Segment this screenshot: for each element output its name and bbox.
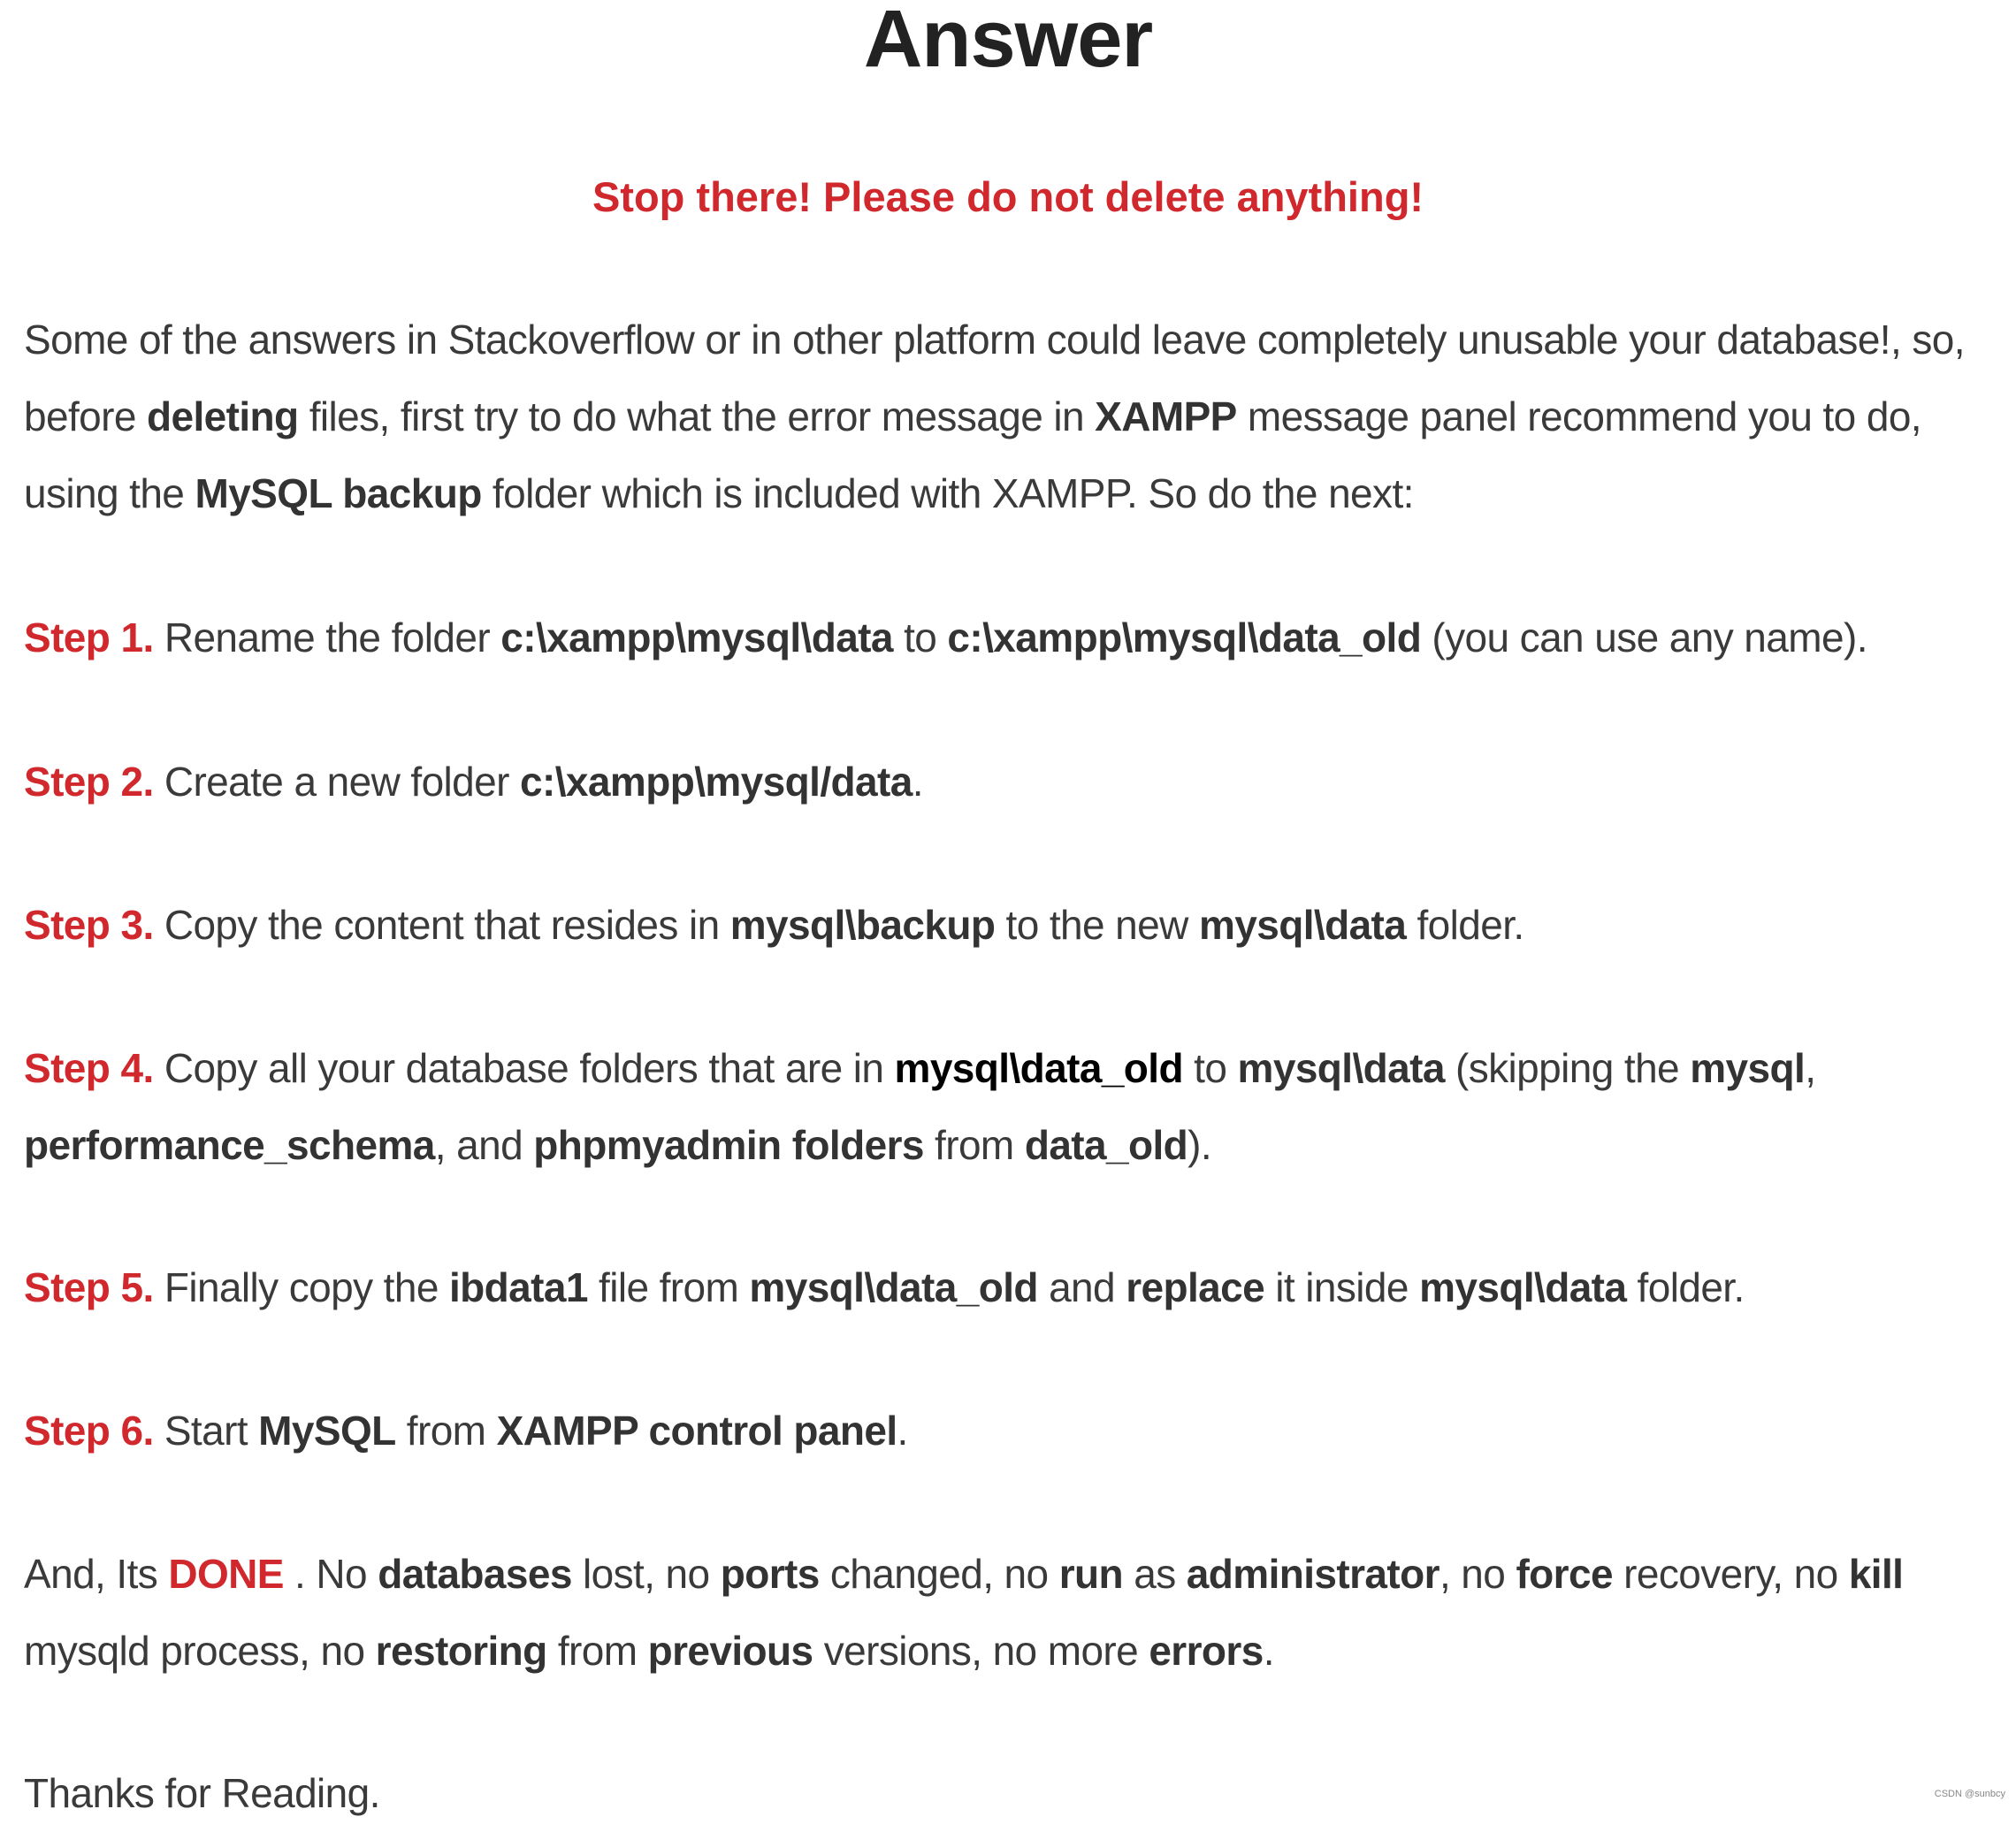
bold-text: previous xyxy=(647,1628,813,1674)
bold-text: ibdata1 xyxy=(449,1264,588,1310)
bold-text: administrator xyxy=(1186,1551,1439,1597)
page-title: Answer xyxy=(863,0,1153,84)
bold-text: MySQL backup xyxy=(195,470,482,516)
text: And, Its xyxy=(24,1551,169,1597)
step-label: Step 1. xyxy=(24,614,154,660)
text: versions, no more xyxy=(813,1628,1149,1674)
path-text: mysql\data xyxy=(1419,1264,1627,1310)
text: folder. xyxy=(1406,902,1524,948)
path-text: c:\xampp\mysql\data xyxy=(500,614,893,660)
text: , xyxy=(1805,1045,1816,1091)
text: Some of the answers in Stackoverflow or in other platform could leave completely unusable your database!, so, before xyxy=(24,317,1965,439)
text: to the new xyxy=(995,902,1199,948)
text: lost, no xyxy=(571,1551,721,1597)
intro-paragraph xyxy=(24,302,2005,532)
text: Start xyxy=(153,1408,259,1454)
text: files, first try to do what the error message in xyxy=(298,393,1096,439)
text: changed, no xyxy=(819,1551,1059,1597)
path-text: mysql\backup xyxy=(729,902,996,948)
text: , and xyxy=(434,1122,534,1168)
done-paragraph xyxy=(24,1536,2005,1690)
bold-text: restoring xyxy=(375,1628,547,1674)
bold-text: kill xyxy=(1848,1551,1904,1597)
text: from xyxy=(923,1122,1025,1168)
text: , no xyxy=(1439,1551,1516,1597)
bold-text: data_old xyxy=(1024,1122,1188,1168)
step-3 xyxy=(24,887,2005,964)
step-label: Step 5. xyxy=(24,1264,154,1310)
step-label: Step 6. xyxy=(24,1408,154,1454)
step-5 xyxy=(24,1249,2005,1326)
text: it inside xyxy=(1264,1264,1420,1310)
path-text: mysql\data_old xyxy=(749,1264,1038,1310)
text: Finally copy the xyxy=(153,1264,449,1310)
bold-text: phpmyadmin folders xyxy=(533,1122,924,1168)
text: mysqld process, no xyxy=(24,1628,376,1674)
path-text: c:\xampp\mysql\data_old xyxy=(947,614,1422,660)
step-label: Step 2. xyxy=(24,759,154,805)
text: folder which is included with XAMPP. So do the next: xyxy=(481,470,1414,516)
bold-text: errors xyxy=(1149,1628,1264,1674)
text: (you can use any name). xyxy=(1421,614,1867,660)
bold-text: deleting xyxy=(147,393,299,439)
text: . No xyxy=(283,1551,378,1597)
path-text: c:\xampp\mysql/data xyxy=(520,759,913,805)
bold-text: XAMPP xyxy=(1095,393,1237,439)
text: from xyxy=(395,1408,497,1454)
text: Copy all your database folders that are in xyxy=(153,1045,895,1091)
step-2 xyxy=(24,744,2005,821)
bold-text: MySQL xyxy=(258,1408,396,1454)
bold-text: replace xyxy=(1126,1264,1265,1310)
bold-text: force xyxy=(1516,1551,1613,1597)
step-1 xyxy=(24,599,2005,676)
bold-text: run xyxy=(1058,1551,1124,1597)
warning-heading: Stop there! Please do not delete anything! xyxy=(592,173,1424,220)
text: (skipping the xyxy=(1444,1045,1691,1091)
bold-text: ports xyxy=(720,1551,820,1597)
step-label: Step 4. xyxy=(24,1045,154,1091)
path-text: mysql\data xyxy=(1237,1045,1445,1091)
step-6 xyxy=(24,1393,2005,1469)
text: to xyxy=(892,614,948,660)
step-4 xyxy=(24,1030,2005,1184)
text: folder. xyxy=(1626,1264,1745,1310)
text: . xyxy=(1263,1628,1274,1674)
bold-text: databases xyxy=(378,1551,572,1597)
text: message panel recommend you to do, using the xyxy=(24,393,1921,516)
text: and xyxy=(1037,1264,1126,1310)
text: Create a new folder xyxy=(153,759,521,805)
bold-text: mysql xyxy=(1690,1045,1806,1091)
text: as xyxy=(1123,1551,1187,1597)
text: Rename the folder xyxy=(153,614,501,660)
bold-text: performance_schema xyxy=(24,1122,435,1168)
watermark: CSDN @sunbcy xyxy=(1934,1789,2005,1799)
closing-text: Thanks for Reading. xyxy=(24,1770,380,1816)
text: . xyxy=(912,759,923,805)
done-highlight: DONE xyxy=(168,1551,284,1597)
text: file from xyxy=(587,1264,750,1310)
step-label: Step 3. xyxy=(24,902,154,948)
path-text: mysql\data_old xyxy=(894,1045,1183,1091)
text: . xyxy=(897,1408,908,1454)
text: ). xyxy=(1187,1122,1212,1168)
text: recovery, no xyxy=(1612,1551,1849,1597)
text: to xyxy=(1183,1045,1238,1091)
text: Copy the content that resides in xyxy=(153,902,730,948)
bold-text: XAMPP control panel xyxy=(496,1408,897,1454)
path-text: mysql\data xyxy=(1198,902,1407,948)
text: from xyxy=(546,1628,648,1674)
